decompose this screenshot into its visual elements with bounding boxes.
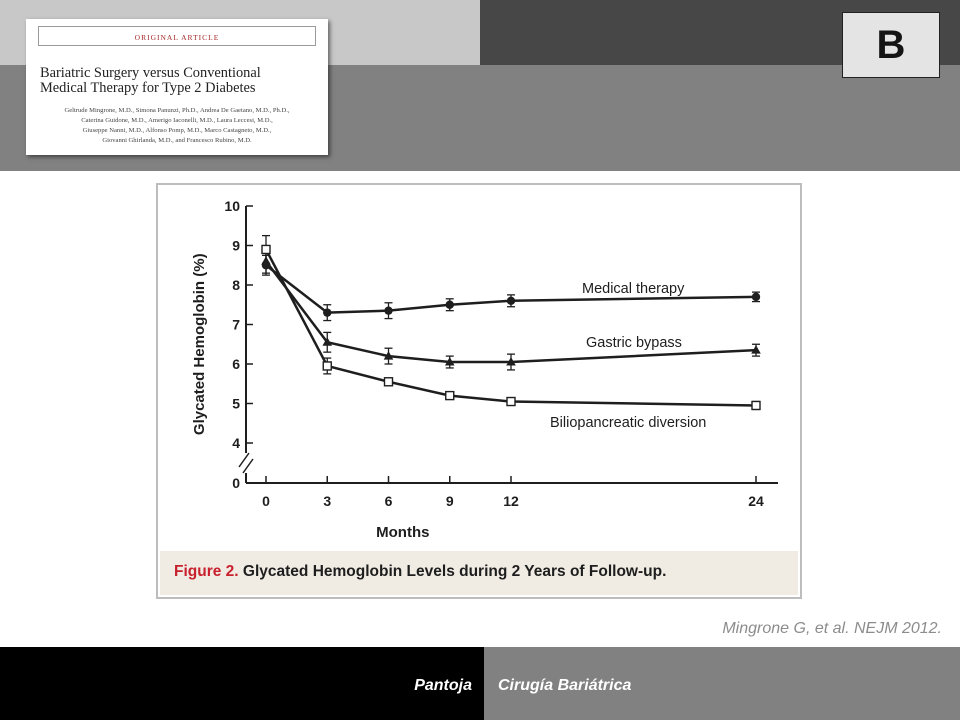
article-title-line: Medical Therapy for Type 2 Diabetes <box>40 80 256 96</box>
article-authors-line: Caterina Guidone, M.D., Amerigo Iaconelli, M.D., Laura Leccesi, M.D., <box>81 117 273 124</box>
figure-caption <box>174 563 666 581</box>
article-authors-line: Giuseppe Nanni, M.D., Alfonso Pomp, M.D., Marco Castagneto, M.D., <box>82 127 272 134</box>
x-tick-label: 12 <box>503 493 519 509</box>
footer-topic: Cirugía Bariátrica <box>498 677 632 694</box>
y-tick-label: 6 <box>232 356 240 372</box>
panel-letter: B <box>842 12 940 78</box>
article-tag: ORIGINAL ARTICLE <box>134 33 220 42</box>
figure-caption-band <box>160 551 798 595</box>
data-point-marker <box>446 301 454 309</box>
article-thumbnail <box>26 19 328 155</box>
data-point-marker <box>262 245 270 253</box>
footer-author: Pantoja <box>414 677 472 694</box>
article-title-line: Bariatric Surgery versus Conventional <box>40 65 261 81</box>
footer-right-band <box>484 647 960 720</box>
y-tick-label: 4 <box>232 435 240 451</box>
x-axis-title: Months <box>376 524 430 541</box>
axis-break-mark <box>239 453 249 467</box>
x-tick-label: 9 <box>445 493 454 509</box>
series-label: Medical therapy <box>582 281 685 297</box>
data-point-marker <box>323 308 331 316</box>
figure-caption-text: Glycated Hemoglobin Levels during 2 Years of Follow-up. <box>242 563 667 580</box>
article-authors-line: Geltrude Mingrone, M.D., Simona Panunzi, Ph.D., Andrea De Gaetano, M.D., Ph.D., <box>64 107 290 114</box>
citation: Mingrone G, et al. NEJM 2012. <box>722 620 942 637</box>
figure-caption-label: Figure 2. <box>174 563 239 580</box>
y-tick-label: 9 <box>232 237 240 254</box>
y-tick-label: 7 <box>232 316 240 333</box>
data-point-marker <box>507 398 515 406</box>
footer-left-band <box>0 647 484 720</box>
x-tick-label: 3 <box>323 493 332 509</box>
data-point-marker <box>384 306 392 314</box>
data-point-marker <box>385 378 393 386</box>
axis-break-mark <box>243 459 253 473</box>
series-label: Biliopancreatic diversion <box>550 415 707 431</box>
y-axis-title: Glycated Hemoglobin (%) <box>191 253 208 436</box>
y-tick-label: 5 <box>232 395 240 412</box>
x-tick-label: 0 <box>262 493 270 509</box>
article-authors <box>30 106 324 146</box>
data-point-marker <box>752 401 760 409</box>
article-title <box>40 66 320 96</box>
article-authors-line: Giovanni Ghirlanda, M.D., and Francesco Rubino, M.D. <box>102 137 252 144</box>
data-point-marker <box>752 293 760 301</box>
x-tick-label: 24 <box>748 493 764 509</box>
y-tick-label: 10 <box>224 198 240 214</box>
data-point-marker <box>507 297 515 305</box>
y-tick-label: 0 <box>232 475 240 491</box>
data-point-marker <box>446 392 454 400</box>
hba1c-line-chart <box>158 185 800 597</box>
figure-frame <box>156 183 802 599</box>
data-point-marker <box>323 362 331 370</box>
series-line <box>266 249 756 405</box>
y-tick-label: 8 <box>232 277 240 293</box>
series-label: Gastric bypass <box>586 335 682 351</box>
x-tick-label: 6 <box>384 493 393 509</box>
